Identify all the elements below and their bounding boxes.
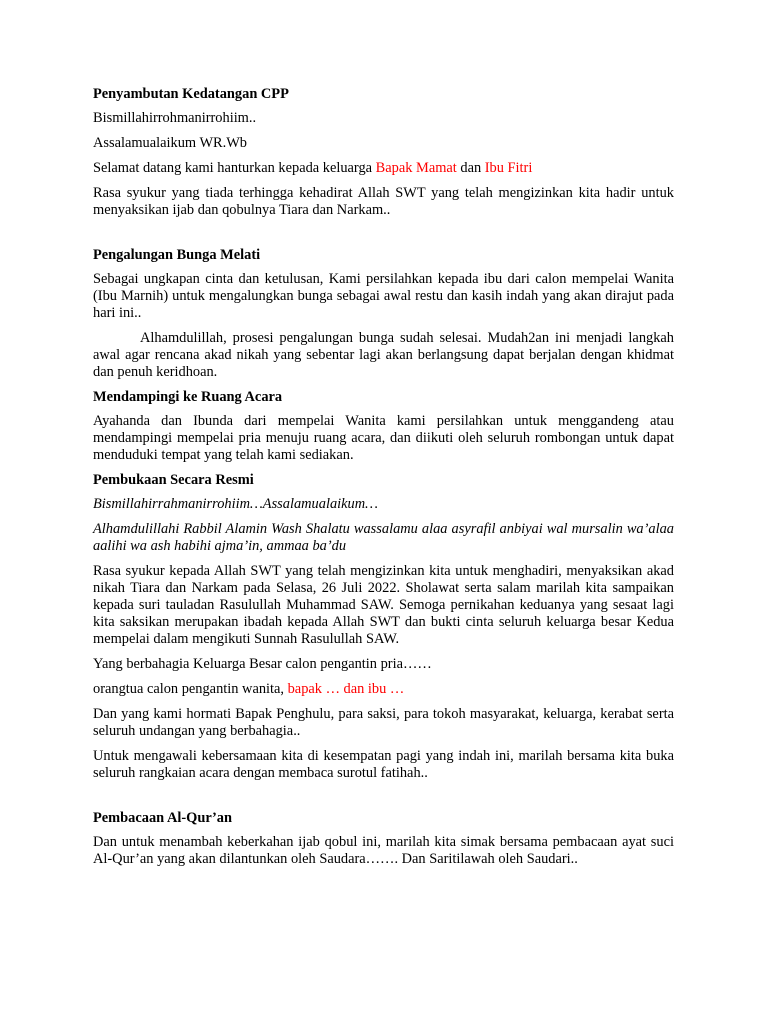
paragraph-opening-bismillah: Bismillahirrahmanirrohiim…Assalamualaikum… xyxy=(93,496,378,512)
paragraph-welcome xyxy=(93,160,674,177)
paragraph-fatihah: Untuk mengawali kebersamaan kita di kesempatan pagi yang indah ini, marilah bersama kita buka seluruh rangkaian acara dengan membaca surotul fatihah.. xyxy=(93,748,674,781)
bride-parents-text: orangtua calon pengantin wanita, xyxy=(93,681,288,697)
paragraph-salam: Assalamualaikum WR.Wb xyxy=(93,135,248,151)
paragraph-pengalungan-invite: Sebagai ungkapan cinta dan ketulusan, Kami persilahkan kepada ibu dari calon mempelai Wanita (Ibu Marnih) untuk mengalungkan bunga sebagai awal restu dan kasih indah yang akan dirajut pada hari ini.. xyxy=(93,271,674,321)
section-title-pengalungan: Pengalungan Bunga Melati xyxy=(93,247,261,263)
welcome-connector: dan xyxy=(456,160,485,176)
section-spacer xyxy=(93,227,674,247)
paragraph-mendampingi: Ayahanda dan Ibunda dari mempelai Wanita kami persilahkan untuk menggandeng atau mendampingi mempelai pria menuju ruang acara, dan diikuti oleh seluruh rombongan untuk dapat menduduki tempat yang telah kami sediakan. xyxy=(93,413,674,463)
paragraph-greeting-guests: Dan yang kami hormati Bapak Penghulu, para saksi, para tokoh masyarakat, keluarga, kerabat serta seluruh undangan yang berbahagia.. xyxy=(93,706,674,739)
highlight-bapak-name: Bapak Mamat xyxy=(375,160,457,176)
section-spacer xyxy=(93,790,674,810)
paragraph-opening-gratitude: Rasa syukur kepada Allah SWT yang telah mengizinkan kita untuk menghadiri, menyaksikan akad nikah Tiara dan Narkam pada Selasa, 26 Juli 2022. Sholawat serta salam marilah kita sampaikan kepada suri tauladan Rasulullah Muhammad SAW. Semoga pernikahan keduanya yang sesaat lagi kita saksikan merupakan ibadah kepada Allah SWT dan bukti cinta seluruh keluarga besar Kedua mempelai dalam mengikuti Sunnah Rasulullah SAW. xyxy=(93,563,674,647)
section-title-quran: Pembacaan Al-Qur’an xyxy=(93,810,232,826)
highlight-bride-parents: bapak … dan ibu … xyxy=(287,681,405,697)
paragraph-greeting-bride-parents xyxy=(93,681,674,698)
paragraph-bismillah: Bismillahirrohmanirrohiim.. xyxy=(93,110,257,126)
section-title-penyambutan: Penyambutan Kedatangan CPP xyxy=(93,86,289,102)
paragraph-pengalungan-done: Alhamdulillah, prosesi pengalungan bunga sudah selesai. Mudah2an ini menjadi langkah awal agar rencana akad nikah yang sebentar lagi akan berlangsung dapat berjalan dengan khidmat dan penuh keridhoan. xyxy=(93,330,674,380)
paragraph-greeting-groom-family: Yang berbahagia Keluarga Besar calon pengantin pria…… xyxy=(93,656,432,672)
welcome-text: Selamat datang kami hanturkan kepada keluarga xyxy=(93,160,376,176)
paragraph-gratitude: Rasa syukur yang tiada terhingga kehadirat Allah SWT yang telah mengizinkan kita hadir untuk menyaksikan ijab dan qobulnya Tiara dan Narkam.. xyxy=(93,185,674,218)
paragraph-opening-hamdalah: Alhamdulillahi Rabbil Alamin Wash Shalatu wassalamu alaa asyrafil anbiyai wal mursalin wa’alaa aalihi wa ash habihi ajma’in, ammaa ba’du xyxy=(93,521,674,554)
document-page xyxy=(93,86,674,876)
highlight-ibu-name: Ibu Fitri xyxy=(484,160,533,176)
paragraph-quran: Dan untuk menambah keberkahan ijab qobul ini, marilah kita simak bersama pembacaan ayat suci Al-Qur’an yang akan dilantunkan oleh Saudara……. Dan Saritilawah oleh Saudari.. xyxy=(93,834,674,867)
section-title-pembukaan: Pembukaan Secara Resmi xyxy=(93,472,254,488)
section-title-mendampingi: Mendampingi ke Ruang Acara xyxy=(93,389,283,405)
